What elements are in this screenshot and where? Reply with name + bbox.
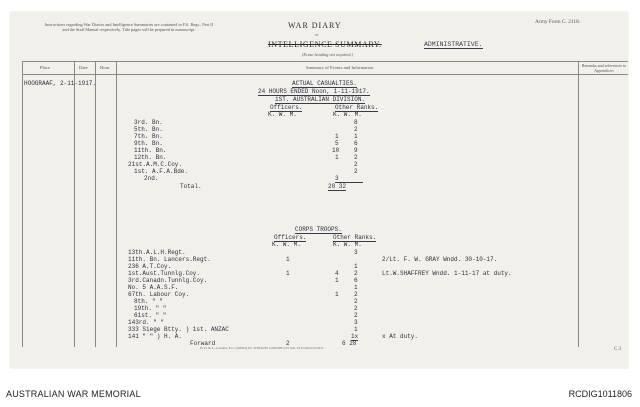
- or-killed: 5: [335, 140, 339, 147]
- officer-wounded: 1: [286, 256, 290, 263]
- or-wounded: 1x: [351, 333, 359, 340]
- or-killed: 1: [335, 291, 339, 298]
- unit-row-label: 7th. Bn.: [134, 133, 163, 140]
- entry-place-date: HOOGRAAF, 2-11-1917.: [24, 80, 97, 87]
- unit-row-label: 5th. Bn.: [134, 126, 163, 133]
- or-wounded: 2: [354, 270, 358, 277]
- instructions-text: Instructions regarding War Diaries and Intelligence Summaries are contained in F.S. Regs., Part II and the Staff Manual respectively. Title pages will be prepared in manuscript.: [44, 22, 214, 33]
- total-values: 20 32: [328, 183, 347, 190]
- unit-row-label: 13th.A.L.H.Regt.: [128, 249, 186, 256]
- unit-row-label: 141 " " ) H. A.: [128, 333, 183, 340]
- or-wounded: 2: [354, 154, 358, 161]
- other-ranks-kwm-2: K. W. M.: [333, 241, 362, 248]
- struck-heading: INTELLIGENCE SUMMARY.: [268, 40, 382, 49]
- unit-row-label: No. 5 A.A.S.F.: [128, 284, 179, 291]
- division-title: 1ST. AUSTRALIAN DIVISION.: [275, 96, 366, 103]
- unit-row-label: 236 A.T.Coy.: [128, 263, 172, 270]
- record-id: RCDIG1011806: [568, 389, 632, 399]
- other-ranks-kwm: K. W. M.: [333, 111, 362, 118]
- army-form-number: Army Form C. 2118.: [535, 19, 581, 25]
- unit-row-label: 143rd. " ": [128, 319, 165, 326]
- or-wounded: 1: [354, 263, 358, 270]
- officers-header: Officers.: [270, 104, 303, 111]
- officers-kwm: K. W. M.: [268, 111, 297, 118]
- or-killed: 4: [335, 270, 339, 277]
- forward-label: Forward: [190, 340, 216, 347]
- institution-name: AUSTRALIAN WAR MEMORIAL: [6, 389, 141, 399]
- column-remarks: Remarks and references to Appendices: [581, 63, 627, 73]
- or-killed: 1: [335, 277, 339, 284]
- or-wounded: 2: [354, 291, 358, 298]
- officers-kwm-2: K. W. M.: [272, 241, 301, 248]
- unit-row-label: 67th. Labour Coy.: [128, 291, 190, 298]
- page-mark: C.3: [614, 347, 622, 352]
- unit-row-label: 19th. " ": [134, 305, 167, 312]
- erase-note: (Erase heading not required.): [302, 52, 353, 57]
- unit-row-label: 1st. A.F.A.Bde.: [134, 168, 189, 175]
- section-title: ACTUAL CASUALTIES.: [292, 80, 357, 87]
- remark-note: Lt.W.SHAFFREY Wndd. 1-11-17 at duty.: [382, 270, 512, 277]
- remarks-divider: [578, 61, 579, 347]
- diary-page: [10, 12, 628, 368]
- or-wounded: 2: [354, 305, 358, 312]
- unit-row-label: 61st. " ": [134, 312, 167, 319]
- or-wounded: 1: [354, 326, 358, 333]
- or-wounded: 3: [354, 319, 358, 326]
- place-divider: [74, 61, 75, 347]
- table-top-rule: [22, 61, 628, 62]
- or-wounded: 9: [354, 147, 358, 154]
- unit-row-label: 8th. " ": [134, 298, 163, 305]
- unit-row-label: 11th. Bn.: [134, 147, 167, 154]
- or-wounded: 8: [354, 119, 358, 126]
- column-summary: Summary of Events and Information: [306, 65, 374, 70]
- other-ranks-header-2: Other Ranks.: [333, 234, 377, 241]
- other-ranks-header: Other Ranks.: [335, 104, 379, 111]
- or-wounded: 2: [354, 168, 358, 175]
- corps-troops-title: CORPS TROOPS.: [295, 226, 342, 233]
- column-hour: Hour: [100, 65, 110, 70]
- forward-officers: 2: [286, 340, 290, 347]
- total-label: Total.: [180, 183, 202, 190]
- left-border: [22, 61, 23, 347]
- unit-row-label: 3rd.Canadn.Tunnlg.Coy.: [128, 277, 208, 284]
- unit-row-label: 3rd. Bn.: [134, 119, 163, 126]
- officers-header-2: Officers.: [274, 234, 307, 241]
- or-wounded: 2: [354, 312, 358, 319]
- unit-row-label: 11th. Bn. Lancers.Regt.: [128, 256, 211, 263]
- or-wounded: 2: [354, 298, 358, 305]
- officer-wounded: 1: [286, 270, 290, 277]
- unit-row-label: 12th. Bn.: [134, 154, 167, 161]
- printer-imprint: D. D. & L., London, E.C. (A8094) Wt. W2932/90 1,000,000 5/15 Sch. 52 Forms/C2118/11.: [200, 346, 325, 350]
- unit-row-label: 1st.Aust.Tunnlg.Coy.: [128, 270, 201, 277]
- typed-heading: ADMINISTRATIVE.: [424, 41, 483, 48]
- diary-title: WAR DIARY: [288, 21, 342, 30]
- or-wounded: 6: [354, 277, 358, 284]
- or-killed: 10: [332, 147, 340, 154]
- or-killed: 1: [335, 133, 339, 140]
- or-wounded: 2: [354, 161, 358, 168]
- unit-row-label: 2nd.: [144, 175, 159, 182]
- or-wounded: 6: [354, 140, 358, 147]
- or-wounded: 3: [354, 249, 358, 256]
- or-wounded: 1: [354, 133, 358, 140]
- remark-note: x At duty.: [382, 333, 419, 340]
- or-text: or: [315, 32, 319, 37]
- forward-other-ranks: 6 28: [342, 340, 357, 347]
- or-wounded: 1: [354, 284, 358, 291]
- or-killed: 3: [335, 175, 363, 183]
- column-place: Place: [40, 65, 50, 70]
- column-date: Date: [79, 65, 88, 70]
- unit-row-label: 21st.A.M.C.Coy.: [128, 161, 183, 168]
- date-divider: [95, 61, 96, 347]
- hour-divider: [116, 61, 117, 347]
- remark-note: 2/Lt. F. W. GRAY Wndd. 30-10-17.: [382, 256, 498, 263]
- or-killed: 1: [335, 154, 339, 161]
- unit-row-label: 333 Siege Btty. ) 1st. ANZAC: [128, 326, 229, 333]
- or-wounded: 2: [354, 126, 358, 133]
- section-subtitle: 24 HOURS ENDED Noon, 1-11-1917.: [258, 88, 370, 95]
- unit-row-label: 9th. Bn.: [134, 140, 163, 147]
- header-bottom-rule: [22, 74, 628, 75]
